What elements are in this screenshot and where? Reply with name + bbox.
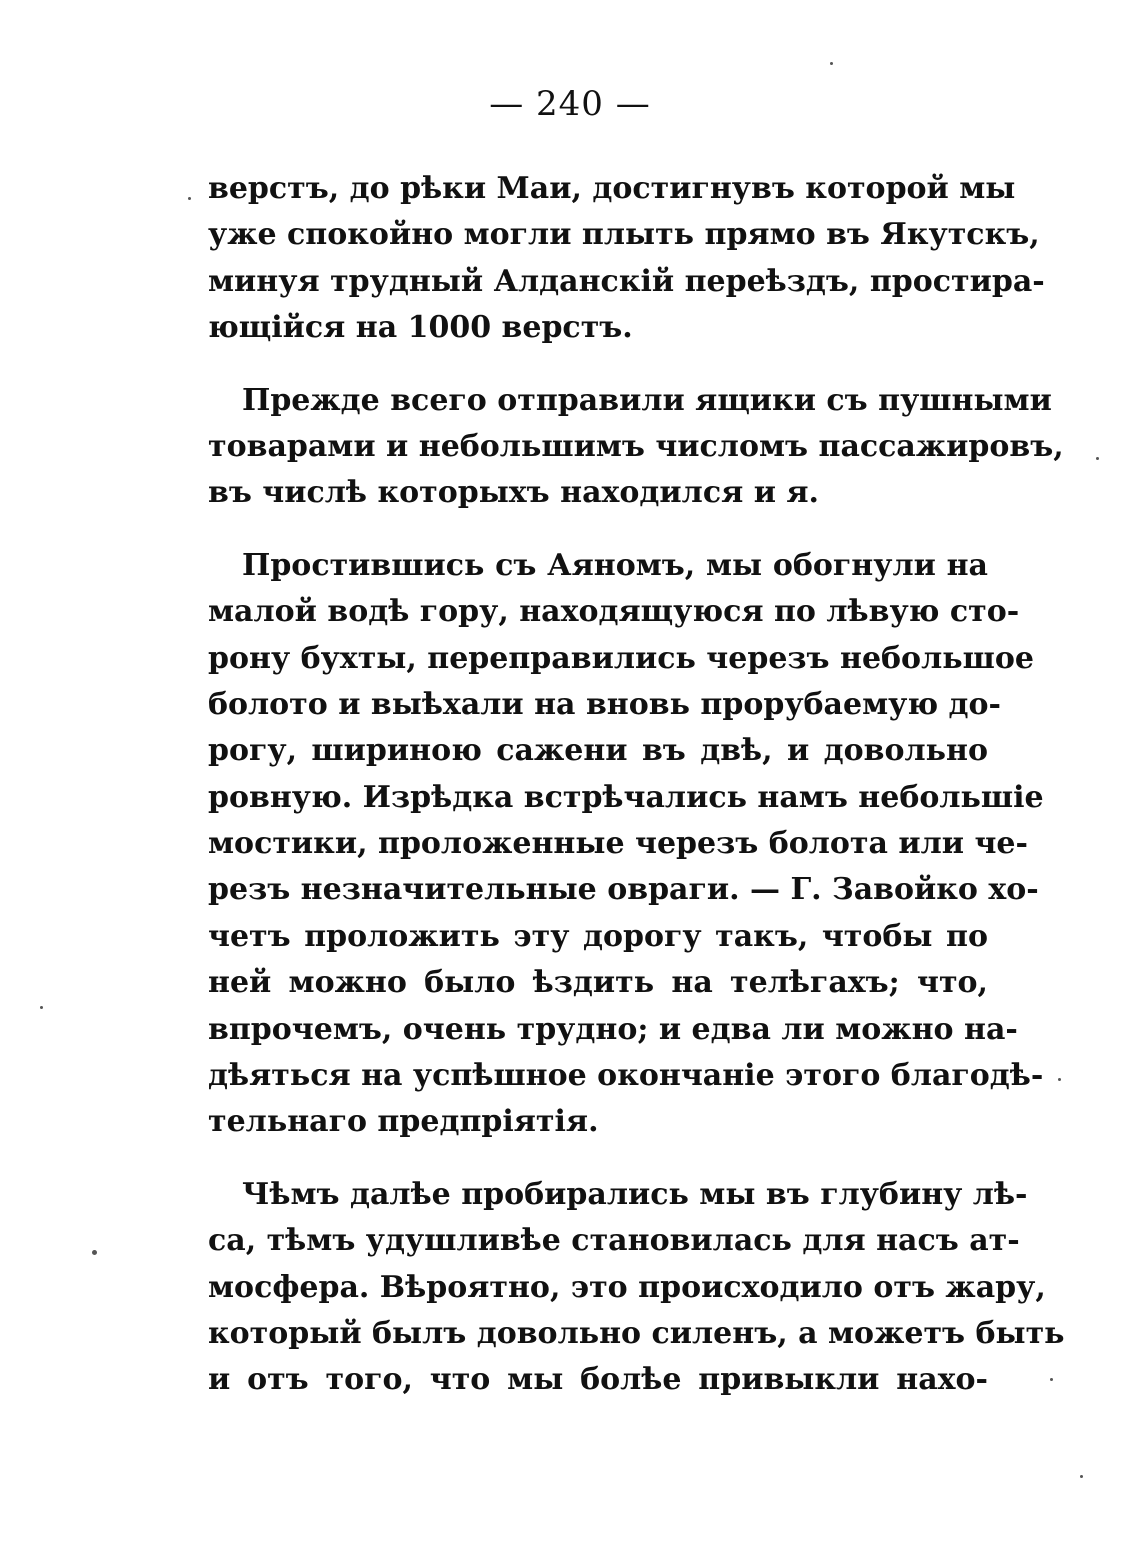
scan-speck bbox=[40, 1006, 43, 1009]
text-line: и отъ того, что мы болѣе привыкли нахо- bbox=[208, 1362, 988, 1398]
text-line: четъ проложить эту дорогу такъ, чтобы по bbox=[208, 918, 988, 954]
text-line: ющійся на 1000 верстъ. bbox=[208, 310, 633, 346]
text-line: минуя трудный Алданскій переѣздъ, простира- bbox=[208, 263, 1045, 299]
text-line: резъ незначительные овраги. — Г. Завойко хо- bbox=[208, 872, 1039, 908]
scan-speck bbox=[92, 1250, 97, 1255]
scan-speck bbox=[1058, 1078, 1061, 1081]
text-line: рогу, шириною сажени въ двѣ, и довольно bbox=[208, 733, 988, 769]
scan-speck bbox=[1096, 457, 1099, 460]
text-line: впрочемъ, очень трудно; и едва ли можно на- bbox=[208, 1011, 1018, 1047]
text-line: ней можно было ѣздить на телѣгахъ; что, bbox=[208, 965, 988, 1001]
text-line: въ числѣ которыхъ находился и я. bbox=[208, 475, 820, 511]
text-line: Чѣмъ далѣе пробирались мы въ глубину лѣ- bbox=[242, 1176, 1028, 1212]
text-line: который былъ довольно силенъ, а можетъ быть bbox=[208, 1315, 1065, 1351]
text-line: болото и выѣхали на вновь прорубаемую до- bbox=[208, 686, 1001, 722]
scan-speck bbox=[188, 197, 191, 200]
scan-speck bbox=[1080, 1475, 1083, 1478]
paragraph-4 bbox=[208, 1172, 1065, 1404]
text-line: малой водѣ гору, находящуюся по лѣвую сто- bbox=[208, 594, 1020, 630]
scan-speck bbox=[1050, 1378, 1053, 1381]
text-line: уже спокойно могли плыть прямо въ Якутскъ, bbox=[208, 217, 1040, 253]
page-number: — 240 — bbox=[489, 84, 651, 124]
text-line: мостики, проложенные черезъ болота или че- bbox=[208, 826, 1028, 862]
text-line: товарами и небольшимъ числомъ пассажировъ, bbox=[208, 428, 1064, 464]
paragraph-3 bbox=[208, 543, 1044, 1146]
text-line: са, тѣмъ удушливѣе становилась для насъ ат- bbox=[208, 1223, 1020, 1259]
text-line: дѣяться на успѣшное окончаніе этого благодѣ- bbox=[208, 1058, 1044, 1094]
text-line: рону бухты, переправились черезъ небольшое bbox=[208, 640, 1034, 676]
paragraph-1 bbox=[208, 166, 1045, 352]
paragraph-2 bbox=[208, 378, 1064, 517]
text-line: Прежде всего отправили ящики съ пушными bbox=[242, 382, 1052, 418]
scan-speck bbox=[830, 62, 833, 65]
text-line: мосфера. Вѣроятно, это происходило отъ жару, bbox=[208, 1269, 1046, 1305]
text-line: Простившись съ Аяномъ, мы обогнули на bbox=[242, 547, 988, 583]
body-text bbox=[208, 166, 1065, 1404]
text-line: ровную. Изрѣдка встрѣчались намъ небольшіе bbox=[208, 779, 1044, 815]
text-line: тельнаго предпріятія. bbox=[208, 1104, 599, 1140]
text-line: верстъ, до рѣки Маи, достигнувъ которой мы bbox=[208, 171, 1016, 206]
